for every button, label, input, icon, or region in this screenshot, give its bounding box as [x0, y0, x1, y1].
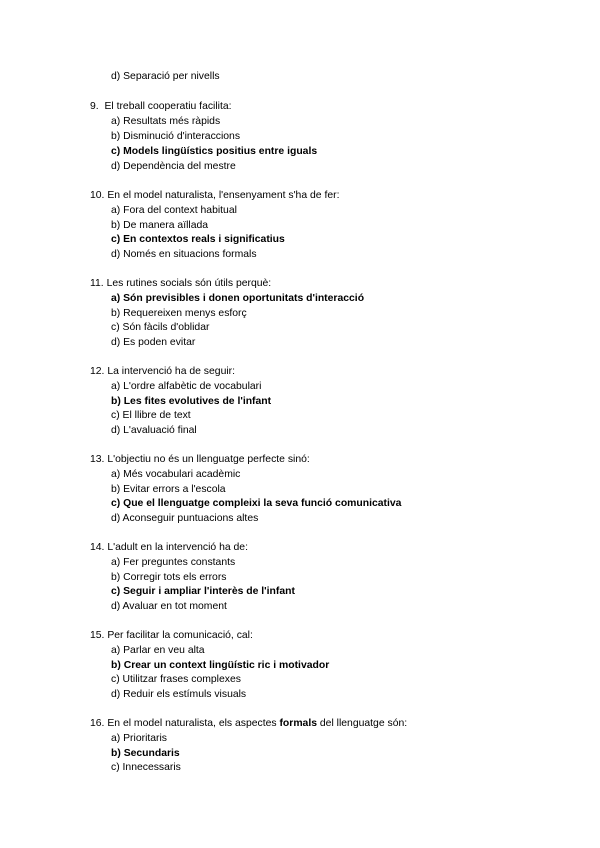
question-number: 15.	[90, 630, 105, 641]
question-text: Les rutines socials són útils perquè:	[106, 278, 272, 289]
option-c-answer: c) Seguir i ampliar l'interès de l'infant	[111, 586, 295, 597]
option-c-answer: c) Que el llenguatge compleixi la seva funció comunicativa	[111, 498, 402, 509]
option-d: d) Separació per nivells	[111, 71, 220, 82]
option-a: a) Fer preguntes constants	[111, 557, 236, 568]
option-c: c) Innecessaris	[111, 762, 181, 773]
question-text: L'objectiu no és un llenguatge perfecte sinó:	[107, 454, 310, 465]
question-text: El treball cooperatiu facilita:	[104, 101, 232, 112]
option-d: d) Aconseguir puntuacions altes	[111, 513, 259, 524]
option-a: a) Parlar en veu alta	[111, 645, 205, 656]
question-number: 12.	[90, 366, 105, 377]
option-b-answer: b) Crear un context lingüístic ric i motivador	[111, 660, 330, 671]
question-number: 9.	[90, 101, 99, 112]
question-text: En el model naturalista, els aspectes	[107, 718, 277, 729]
question-15	[90, 629, 253, 643]
question-12	[90, 365, 235, 379]
question-text: del llenguatge són:	[319, 718, 408, 729]
question-13	[90, 453, 310, 467]
question-14	[90, 541, 248, 555]
option-b: b) Disminució d'interaccions	[111, 131, 241, 142]
question-text: L'adult en la intervenció ha de:	[107, 542, 248, 553]
option-a: a) Fora del context habitual	[111, 205, 237, 216]
question-11	[90, 277, 271, 291]
question-16	[90, 717, 407, 731]
option-b-answer: b) Secundaris	[111, 748, 180, 759]
question-text: En el model naturalista, l'ensenyament s'ha de fer:	[107, 190, 340, 201]
option-d: d) Es poden evitar	[111, 337, 196, 348]
option-b-answer: b) Les fites evolutives de l'infant	[111, 396, 272, 407]
question-number: 16.	[90, 718, 105, 729]
option-c-answer: c) Models lingüístics positius entre iguals	[111, 146, 318, 157]
option-d: d) L'avaluació final	[111, 425, 197, 436]
question-number: 11.	[90, 278, 104, 289]
option-b: b) De manera aïllada	[111, 220, 209, 231]
option-c: c) El llibre de text	[111, 410, 191, 421]
question-number: 14.	[90, 542, 105, 553]
option-c: c) Són fàcils d'oblidar	[111, 322, 210, 333]
question-number: 13.	[90, 454, 105, 465]
option-b: b) Requereixen menys esforç	[111, 308, 247, 319]
option-a-answer: a) Són previsibles i donen oportunitats d'interacció	[111, 293, 365, 304]
option-d: d) Avaluar en tot moment	[111, 601, 227, 612]
option-a: a) Més vocabulari acadèmic	[111, 469, 241, 480]
option-d: d) Reduir els estímuls visuals	[111, 689, 247, 700]
question-text: La intervenció ha de seguir:	[107, 366, 235, 377]
question-number: 10.	[90, 190, 105, 201]
option-c-answer: c) En contextos reals i significatius	[111, 234, 285, 245]
option-a: a) Resultats més ràpids	[111, 116, 221, 127]
option-d: d) Dependència del mestre	[111, 161, 236, 172]
option-a: a) L'ordre alfabètic de vocabulari	[111, 381, 262, 392]
option-c: c) Utilitzar frases complexes	[111, 674, 241, 685]
question-text: Per facilitar la comunicació, cal:	[107, 630, 253, 641]
option-b: b) Evitar errors a l'escola	[111, 484, 226, 495]
question-text-emphasis: formals	[279, 718, 318, 729]
option-a: a) Prioritaris	[111, 733, 168, 744]
option-d: d) Només en situacions formals	[111, 249, 257, 260]
question-10	[90, 189, 339, 203]
question-9	[90, 100, 232, 114]
option-b: b) Corregir tots els errors	[111, 572, 227, 583]
